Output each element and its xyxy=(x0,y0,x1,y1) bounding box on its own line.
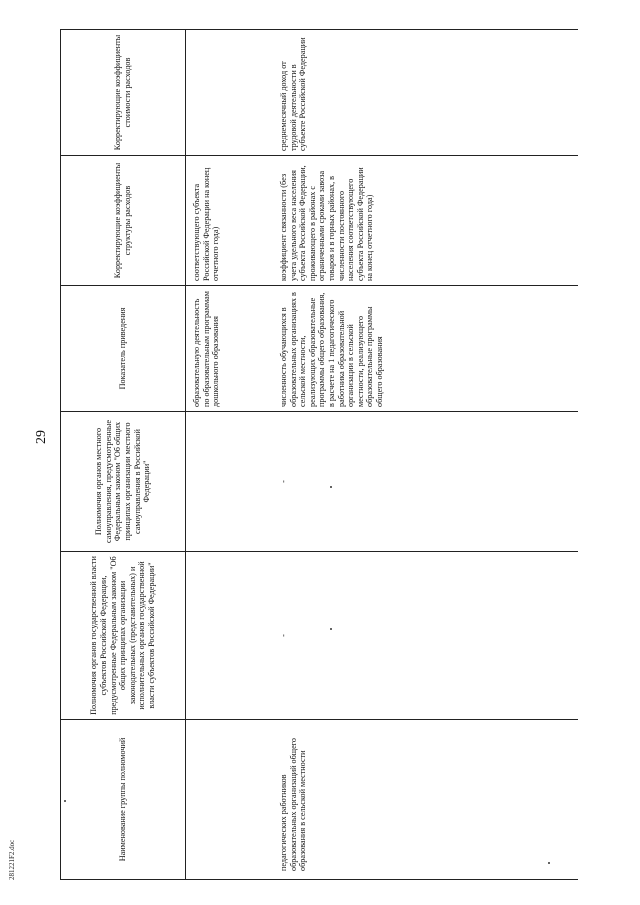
table-cell: образовательную деятельность по образовательным программам дошкольного образования xyxy=(186,286,276,412)
table-row xyxy=(186,30,276,880)
rotated-table-sheet xyxy=(60,30,580,880)
table-cell xyxy=(186,412,276,552)
header-cost-coefficients: Корректирующие коэффициенты стоимости расходов xyxy=(61,30,186,156)
header-reduction-indicator: Показатель приведения xyxy=(61,286,186,412)
table-cell: - xyxy=(275,552,578,720)
table-cell xyxy=(186,30,276,156)
document-code: 281221F2.doc xyxy=(8,839,16,880)
header-authority-group: Наименование группы полномочий xyxy=(61,720,186,880)
header-regional-authority: Полномочия органов государственной власти субъектов Российской Федерации, предусмотренные Федеральным законом "Об общих принципах организации законодательных (представительных) и исполнительных органов государственной власти субъектов Российской Федерации" xyxy=(61,552,186,720)
header-structure-coefficients: Корректирующие коэффициенты структуры расходов xyxy=(61,156,186,286)
table-cell: - xyxy=(275,412,578,552)
table-row xyxy=(275,30,578,880)
table-cell: соответствующего субъекта Российской Федерации на конец отчетного года) xyxy=(186,156,276,286)
table-cell: среднемесячный доход от трудовой деятельности в субъекте Российской Федерации xyxy=(275,30,578,156)
header-municipal-authority: Полномочия органов местного самоуправления, предусмотренные Федеральным законом "Об общих принципах организации местного самоуправления в Российской Федерации" xyxy=(61,412,186,552)
table-cell xyxy=(186,552,276,720)
table-cell xyxy=(186,720,276,880)
authority-coefficients-table xyxy=(60,29,578,880)
table-header-row xyxy=(61,30,186,880)
table-cell: численность обучающихся в образовательных организациях в сельской местности, реализующих образовательные программы общего образования, в расчете на 1 педагогического работника образовательной организации в сельской местности, реализующего образовательные программы общего образования xyxy=(275,286,578,412)
page-number: 29 xyxy=(34,430,49,444)
table-cell: педагогических работников образовательных организаций общего образования в сельской местности xyxy=(275,720,578,880)
table-cell: коэффициент связанности (без учета удельного веса населения субъекта Российской Федерации, проживающего в районах с ограниченными сроками завоза товаров и в горных районах, в численности постоянного населения соответствующего субъекта Российской Федерации на конец отчетного года) xyxy=(275,156,578,286)
